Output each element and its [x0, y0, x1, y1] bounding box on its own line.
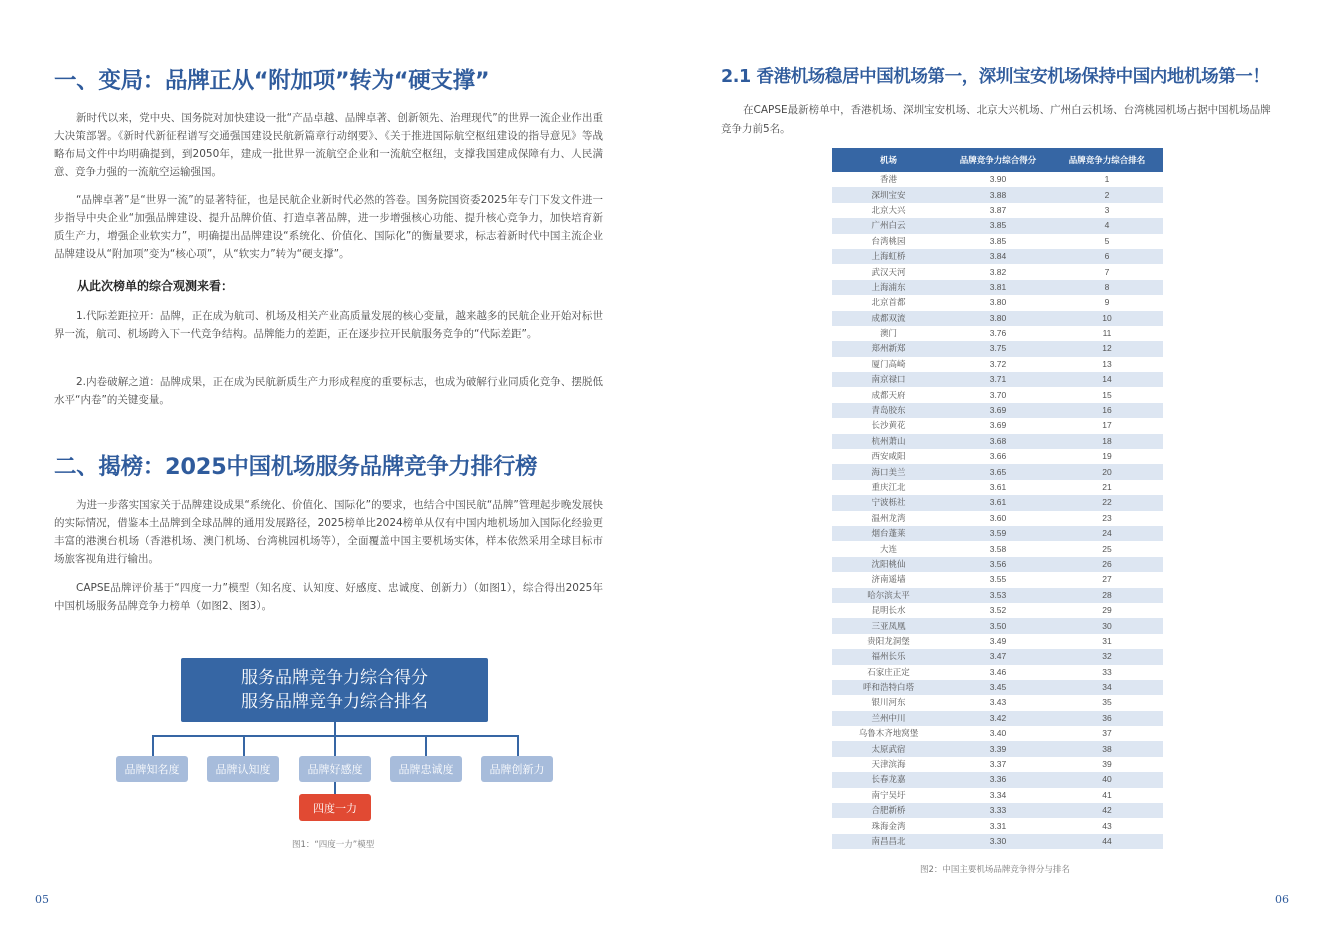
- cell-rank: 1: [1051, 172, 1163, 187]
- cell-score: 3.37: [945, 757, 1051, 772]
- cell-rank: 33: [1051, 665, 1163, 680]
- cell-rank: 36: [1051, 711, 1163, 726]
- table-row: [832, 326, 1163, 341]
- cell-rank: 21: [1051, 480, 1163, 495]
- paragraph-1: 新时代以来，党中央、国务院对加快建设一批“产品卓越、品牌卓著、创新领先、治理现代”的世界一流企业作出重大决策部署。《新时代新征程谱写交通强国建设民航新篇章行动纲要》、《关于推进国际航空枢纽建设的指导意见》等战略布局文件中均明确提到，到2050年，建成一批世界一流航空企业和一流航空枢纽，支撑我国建成保障有力、人民满意、竞争力强的一流航空运输强国。: [54, 112, 603, 178]
- table-row: [832, 603, 1163, 618]
- cell-score: 3.68: [945, 434, 1051, 449]
- section-heading-2: 二、揭榜：2025中国机场服务品牌竞争力排行榜: [54, 454, 538, 480]
- cell-airport: 西安咸阳: [832, 449, 945, 464]
- cell-airport: 杭州萧山: [832, 434, 945, 449]
- connector-drop-3: [334, 735, 336, 756]
- table-row: [832, 511, 1163, 526]
- cell-score: 3.60: [945, 511, 1051, 526]
- cell-rank: 30: [1051, 618, 1163, 633]
- cell-rank: 38: [1051, 741, 1163, 756]
- observation-subhead: 从此次榜单的综合观测来看：: [77, 279, 234, 293]
- table-row: [832, 526, 1163, 541]
- cell-rank: 6: [1051, 249, 1163, 264]
- cell-score: 3.46: [945, 665, 1051, 680]
- cell-rank: 42: [1051, 803, 1163, 818]
- page-number-right: 06: [1275, 893, 1289, 906]
- cell-airport: 合肥新桥: [832, 803, 945, 818]
- paragraph-6: CAPSE品牌评价基于“四度一力”模型（知名度、认知度、好感度、忠诚度、创新力）（如图1），综合得出2025年中国机场服务品牌竞争力榜单（如图2、图3）。: [54, 582, 603, 612]
- cell-airport: 哈尔滨太平: [832, 588, 945, 603]
- cell-rank: 3: [1051, 203, 1163, 218]
- table-row: [832, 788, 1163, 803]
- table-row: [832, 418, 1163, 433]
- cell-airport: 南京禄口: [832, 372, 945, 387]
- table-row: [832, 741, 1163, 756]
- cell-airport: 上海虹桥: [832, 249, 945, 264]
- cell-score: 3.50: [945, 618, 1051, 633]
- cell-rank: 29: [1051, 603, 1163, 618]
- paragraph-2: “品牌卓著”是“世界一流”的显著特征，也是民航企业新时代必然的答卷。国务院国资委2025年专门下发文件进一步指导中央企业“加强品牌建设、提升品牌价值、打造卓著品牌，进一步增强核心功能、提升核心竞争力，加快培育新质生产力，增强企业软实力”，明确提出品牌建设“系统化、价值化、国际化”的衡量要求，标志着新时代中国主流企业品牌建设从“附加项”变为“核心项”，从“软实力”转为“硬支撑”。: [54, 194, 603, 260]
- table-row: [832, 249, 1163, 264]
- cell-rank: 8: [1051, 280, 1163, 295]
- table-row: [832, 588, 1163, 603]
- table-row: [832, 264, 1163, 279]
- table-row: [832, 726, 1163, 741]
- cell-score: 3.90: [945, 172, 1051, 187]
- cell-score: 3.85: [945, 234, 1051, 249]
- box-brand-favorability: 品牌好感度: [299, 756, 371, 782]
- cell-score: 3.52: [945, 603, 1051, 618]
- cell-score: 3.45: [945, 680, 1051, 695]
- cell-rank: 5: [1051, 234, 1163, 249]
- paragraph-3: 1.代际差距拉开：品牌，正在成为航司、机场及相关产业高质量发展的核心变量，越来越多的民航企业开始对标世界一流，航司、机场跨入下一代竞争结构。品牌能力的差距，正在逐步拉开民航服务竞争的“代际差距”。: [54, 310, 603, 340]
- cell-score: 3.53: [945, 588, 1051, 603]
- cell-airport: 南昌昌北: [832, 834, 945, 849]
- cell-score: 3.39: [945, 741, 1051, 756]
- cell-airport: 成都双流: [832, 311, 945, 326]
- box-four-degree-one-power: 四度一力: [299, 794, 371, 821]
- table-row: [832, 757, 1163, 772]
- table-row: [832, 187, 1163, 202]
- diagram-top-box: [181, 658, 488, 722]
- cell-airport: 银川河东: [832, 695, 945, 710]
- cell-score: 3.66: [945, 449, 1051, 464]
- cell-rank: 2: [1051, 187, 1163, 202]
- cell-rank: 27: [1051, 572, 1163, 587]
- cell-airport: 昆明长水: [832, 603, 945, 618]
- cell-airport: 三亚凤凰: [832, 618, 945, 633]
- cell-rank: 20: [1051, 464, 1163, 479]
- cell-rank: 28: [1051, 588, 1163, 603]
- cell-score: 3.49: [945, 634, 1051, 649]
- cell-airport: 大连: [832, 541, 945, 556]
- cell-airport: 台湾桃园: [832, 234, 945, 249]
- right-page: [661, 0, 1323, 936]
- cell-rank: 43: [1051, 818, 1163, 833]
- cell-rank: 35: [1051, 695, 1163, 710]
- cell-rank: 40: [1051, 772, 1163, 787]
- cell-airport: 长沙黄花: [832, 418, 945, 433]
- cell-airport: 武汉天河: [832, 264, 945, 279]
- cell-rank: 22: [1051, 495, 1163, 510]
- table-row: [832, 203, 1163, 218]
- connector-drop-4: [425, 735, 427, 756]
- cell-score: 3.56: [945, 557, 1051, 572]
- table-row: [832, 311, 1163, 326]
- cell-airport: 长春龙嘉: [832, 772, 945, 787]
- cell-score: 3.69: [945, 418, 1051, 433]
- table-row: [832, 295, 1163, 310]
- left-page: [0, 0, 661, 936]
- cell-airport: 北京首都: [832, 295, 945, 310]
- cell-airport: 上海浦东: [832, 280, 945, 295]
- table-body: [832, 172, 1163, 849]
- airport-ranking-table: [832, 148, 1163, 849]
- paragraph-5: 为进一步落实国家关于品牌建设成果“系统化、价值化、国际化”的要求，也结合中国民航“品牌”管理起步晚发展快的实际情况，借鉴本土品牌到全球品牌的通用发展路径，2025榜单比2024榜单从仅有中国内地机场加入国际化经验更丰富的港澳台机场（香港机场、澳门机场、台湾桃园机场等），全面覆盖中国主要机场实体，样本依然采用全球目标市场旅客视角进行输出。: [54, 499, 603, 565]
- cell-airport: 呼和浩特白塔: [832, 680, 945, 695]
- cell-score: 3.71: [945, 372, 1051, 387]
- cell-score: 3.69: [945, 403, 1051, 418]
- cell-airport: 厦门高崎: [832, 357, 945, 372]
- header-score: 品牌竞争力综合得分: [945, 148, 1051, 172]
- cell-rank: 16: [1051, 403, 1163, 418]
- table-header-row: [832, 148, 1163, 172]
- intro-paragraph: 在CAPSE最新榜单中，香港机场、深圳宝安机场、北京大兴机场、广州白云机场、台湾桃园机场占据中国机场品牌竞争力前5名。: [721, 104, 1271, 135]
- cell-score: 3.58: [945, 541, 1051, 556]
- cell-rank: 15: [1051, 387, 1163, 402]
- figure-1-caption: 图1：“四度一力”模型: [292, 840, 375, 850]
- cell-rank: 4: [1051, 218, 1163, 233]
- table-row: [832, 280, 1163, 295]
- cell-score: 3.80: [945, 295, 1051, 310]
- cell-score: 3.34: [945, 788, 1051, 803]
- cell-airport: 济南遥墙: [832, 572, 945, 587]
- cell-score: 3.85: [945, 218, 1051, 233]
- cell-airport: 澳门: [832, 326, 945, 341]
- cell-rank: 37: [1051, 726, 1163, 741]
- table-row: [832, 341, 1163, 356]
- table-row: [832, 665, 1163, 680]
- cell-rank: 10: [1051, 311, 1163, 326]
- cell-rank: 18: [1051, 434, 1163, 449]
- cell-score: 3.76: [945, 326, 1051, 341]
- connector-drop-2: [243, 735, 245, 756]
- connector-bottom: [334, 782, 336, 794]
- cell-score: 3.81: [945, 280, 1051, 295]
- cell-airport: 重庆江北: [832, 480, 945, 495]
- cell-airport: 福州长乐: [832, 649, 945, 664]
- cell-airport: 太原武宿: [832, 741, 945, 756]
- cell-airport: 珠海金湾: [832, 818, 945, 833]
- box-brand-innovation: 品牌创新力: [481, 756, 553, 782]
- table-row: [832, 618, 1163, 633]
- cell-score: 3.88: [945, 187, 1051, 202]
- cell-rank: 7: [1051, 264, 1163, 279]
- cell-rank: 12: [1051, 341, 1163, 356]
- cell-rank: 31: [1051, 634, 1163, 649]
- connector-drop-5: [517, 735, 519, 756]
- cell-rank: 14: [1051, 372, 1163, 387]
- table-row: [832, 772, 1163, 787]
- table-row: [832, 557, 1163, 572]
- table-row: [832, 572, 1163, 587]
- table-row: [832, 649, 1163, 664]
- cell-rank: 11: [1051, 326, 1163, 341]
- table-row: [832, 234, 1163, 249]
- table-row: [832, 218, 1163, 233]
- diagram-top-line-1: 服务品牌竞争力综合得分: [241, 668, 428, 688]
- table-row: [832, 449, 1163, 464]
- box-brand-awareness: 品牌知名度: [116, 756, 188, 782]
- cell-airport: 烟台蓬莱: [832, 526, 945, 541]
- header-rank: 品牌竞争力综合排名: [1051, 148, 1163, 172]
- cell-airport: 郑州新郑: [832, 341, 945, 356]
- cell-airport: 北京大兴: [832, 203, 945, 218]
- table-row: [832, 834, 1163, 849]
- cell-airport: 宁波栎社: [832, 495, 945, 510]
- page-number-left: 05: [35, 893, 49, 906]
- table-row: [832, 172, 1163, 187]
- cell-score: 3.70: [945, 387, 1051, 402]
- cell-score: 3.36: [945, 772, 1051, 787]
- cell-airport: 青岛胶东: [832, 403, 945, 418]
- table-row: [832, 634, 1163, 649]
- table-row: [832, 372, 1163, 387]
- cell-airport: 贵阳龙洞堡: [832, 634, 945, 649]
- cell-score: 3.33: [945, 803, 1051, 818]
- cell-airport: 石家庄正定: [832, 665, 945, 680]
- cell-rank: 19: [1051, 449, 1163, 464]
- cell-rank: 23: [1051, 511, 1163, 526]
- cell-score: 3.55: [945, 572, 1051, 587]
- cell-airport: 海口美兰: [832, 464, 945, 479]
- table-row: [832, 357, 1163, 372]
- cell-airport: 乌鲁木齐地窝堡: [832, 726, 945, 741]
- cell-airport: 广州白云: [832, 218, 945, 233]
- cell-score: 3.72: [945, 357, 1051, 372]
- cell-rank: 44: [1051, 834, 1163, 849]
- cell-rank: 39: [1051, 757, 1163, 772]
- cell-airport: 深圳宝安: [832, 187, 945, 202]
- table-row: [832, 680, 1163, 695]
- table-row: [832, 387, 1163, 402]
- cell-airport: 兰州中川: [832, 711, 945, 726]
- cell-rank: 17: [1051, 418, 1163, 433]
- cell-score: 3.65: [945, 464, 1051, 479]
- four-degree-model-diagram: [112, 656, 560, 826]
- header-airport: 机场: [832, 148, 945, 172]
- box-brand-cognition: 品牌认知度: [207, 756, 279, 782]
- cell-score: 3.30: [945, 834, 1051, 849]
- cell-score: 3.47: [945, 649, 1051, 664]
- cell-airport: 沈阳桃仙: [832, 557, 945, 572]
- cell-score: 3.43: [945, 695, 1051, 710]
- cell-score: 3.40: [945, 726, 1051, 741]
- cell-score: 3.42: [945, 711, 1051, 726]
- cell-rank: 24: [1051, 526, 1163, 541]
- box-brand-loyalty: 品牌忠诚度: [390, 756, 462, 782]
- cell-score: 3.31: [945, 818, 1051, 833]
- cell-rank: 34: [1051, 680, 1163, 695]
- cell-airport: 香港: [832, 172, 945, 187]
- cell-airport: 南宁吴圩: [832, 788, 945, 803]
- cell-score: 3.61: [945, 480, 1051, 495]
- table-row: [832, 803, 1163, 818]
- table-row: [832, 403, 1163, 418]
- cell-score: 3.80: [945, 311, 1051, 326]
- table-row: [832, 495, 1163, 510]
- table-row: [832, 695, 1163, 710]
- section-heading-2-1: 2.1 香港机场稳居中国机场第一，深圳宝安机场保持中国内地机场第一！: [721, 67, 1270, 87]
- cell-rank: 32: [1051, 649, 1163, 664]
- section-heading-1: 一、变局：品牌正从“附加项”转为“硬支撑”: [54, 68, 490, 94]
- cell-rank: 9: [1051, 295, 1163, 310]
- cell-score: 3.61: [945, 495, 1051, 510]
- cell-airport: 天津滨海: [832, 757, 945, 772]
- table-row: [832, 480, 1163, 495]
- cell-rank: 41: [1051, 788, 1163, 803]
- figure-2-caption: 图2：中国主要机场品牌竞争得分与排名: [920, 865, 1070, 875]
- paragraph-4: 2.内卷破解之道：品牌成果，正在成为民航新质生产力形成程度的重要标志，也成为破解行业同质化竞争、摆脱低水平“内卷”的关键变量。: [54, 376, 603, 406]
- cell-score: 3.59: [945, 526, 1051, 541]
- cell-rank: 25: [1051, 541, 1163, 556]
- table-row: [832, 434, 1163, 449]
- cell-rank: 13: [1051, 357, 1163, 372]
- cell-rank: 26: [1051, 557, 1163, 572]
- cell-score: 3.87: [945, 203, 1051, 218]
- table-row: [832, 711, 1163, 726]
- cell-airport: 成都天府: [832, 387, 945, 402]
- connector-stem: [334, 722, 336, 736]
- connector-drop-1: [152, 735, 154, 756]
- table-row: [832, 541, 1163, 556]
- cell-score: 3.75: [945, 341, 1051, 356]
- cell-score: 3.82: [945, 264, 1051, 279]
- cell-airport: 温州龙湾: [832, 511, 945, 526]
- table-row: [832, 818, 1163, 833]
- cell-score: 3.84: [945, 249, 1051, 264]
- table-row: [832, 464, 1163, 479]
- diagram-top-line-2: 服务品牌竞争力综合排名: [241, 692, 428, 712]
